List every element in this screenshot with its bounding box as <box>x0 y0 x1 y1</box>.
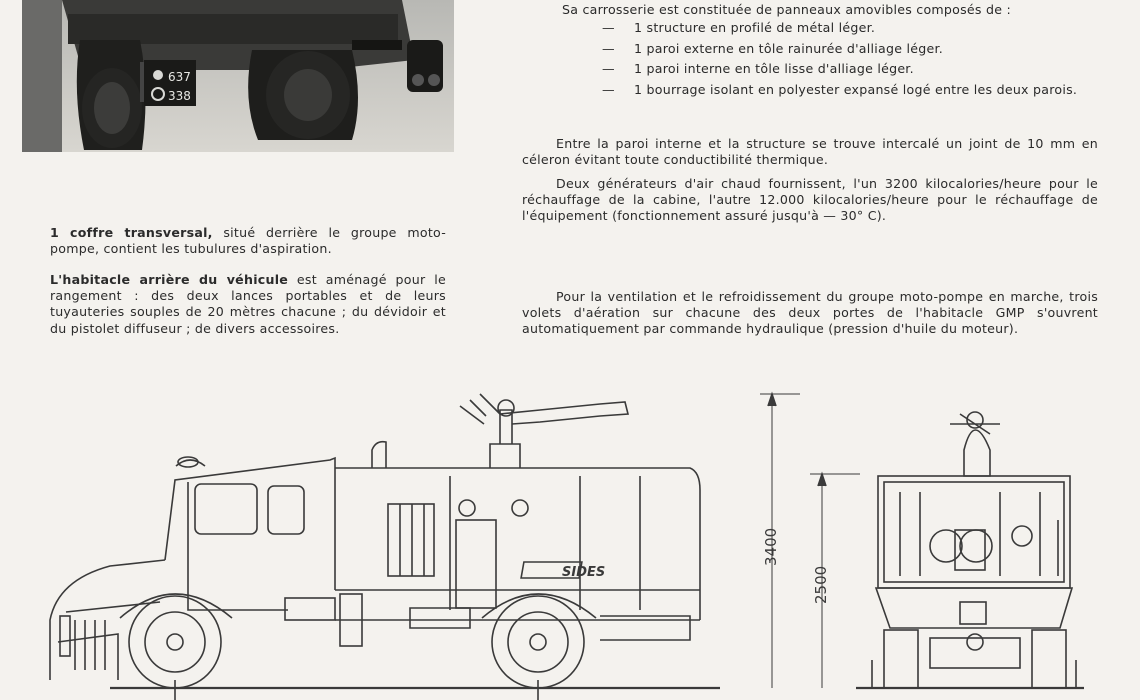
coffre-paragraph <box>50 225 446 257</box>
plate-bottom-text: 338 <box>168 89 191 103</box>
ventilation-paragraph: Pour la ventilation et le refroidissement du groupe moto-pompe en marche, trois volets d'aération sur chacune des deux portes de l'habitacle GMP s'ouvrent automatiquement par commande hydraulique (pression d'huile du moteur). <box>522 289 1098 337</box>
dim-overall-height: 3400 <box>762 527 780 566</box>
truck-rear-photo <box>22 0 454 152</box>
dim-body-height: 2500 <box>812 565 830 604</box>
list-item-text: 1 paroi externe en tôle rainurée d'alliage léger. <box>634 40 943 56</box>
habitacle-heading: L'habitacle arrière du véhicule <box>50 272 289 287</box>
truck-technical-drawing <box>0 380 1140 700</box>
brand-label: SIDES <box>562 565 606 580</box>
list-item <box>522 59 1102 80</box>
list-item <box>522 39 1102 60</box>
list-item-text: 1 structure en profilé de métal léger. <box>634 20 876 35</box>
list-item <box>522 80 1098 101</box>
coffre-heading: 1 coffre transversal, <box>50 225 213 240</box>
coffre-text: situé derrière le groupe moto-pompe, contient les tubulures d'aspiration. <box>50 225 446 257</box>
list-item-text: 1 bourrage isolant en polyester expansé logé entre les deux parois. <box>634 81 1078 97</box>
body-intro: Sa carrosserie est constituée de panneaux amovibles composés de : <box>562 2 1011 17</box>
dash-marker: — <box>602 61 615 77</box>
habitacle-paragraph <box>50 272 446 337</box>
plate-top-text: 637 <box>168 70 191 84</box>
generators-paragraph: Deux générateurs d'air chaud fournissent, l'un 3200 kilocalories/heure pour le réchauffage de la cabine, l'autre 12.000 kilocalories/heure pour le réchauffage de l'équipement (fonctionnement assuré jusqu'à — 30° C). <box>522 176 1098 224</box>
joint-paragraph: Entre la paroi interne et la structure se trouve intercalé un joint de 10 mm en céleron évitant toute conductibilité thermique. <box>522 136 1098 168</box>
front-view <box>760 394 1084 688</box>
list-item-text: 1 paroi interne en tôle lisse d'alliage léger. <box>634 61 914 77</box>
truck-rear-photo-image <box>22 0 454 152</box>
list-item <box>522 18 1102 39</box>
side-view <box>50 394 720 700</box>
dash-marker: — <box>602 40 615 56</box>
dash-marker: — <box>602 20 615 35</box>
panel-items <box>522 18 1102 100</box>
habitacle-text: est aménagé pour le rangement : des deux lances portables et de leurs tuyauteries souples de 20 mètres chacune ; du dévidoir et du pistolet diffuseur ; de divers accessoires. <box>50 272 446 336</box>
dash-marker: — <box>602 81 615 97</box>
